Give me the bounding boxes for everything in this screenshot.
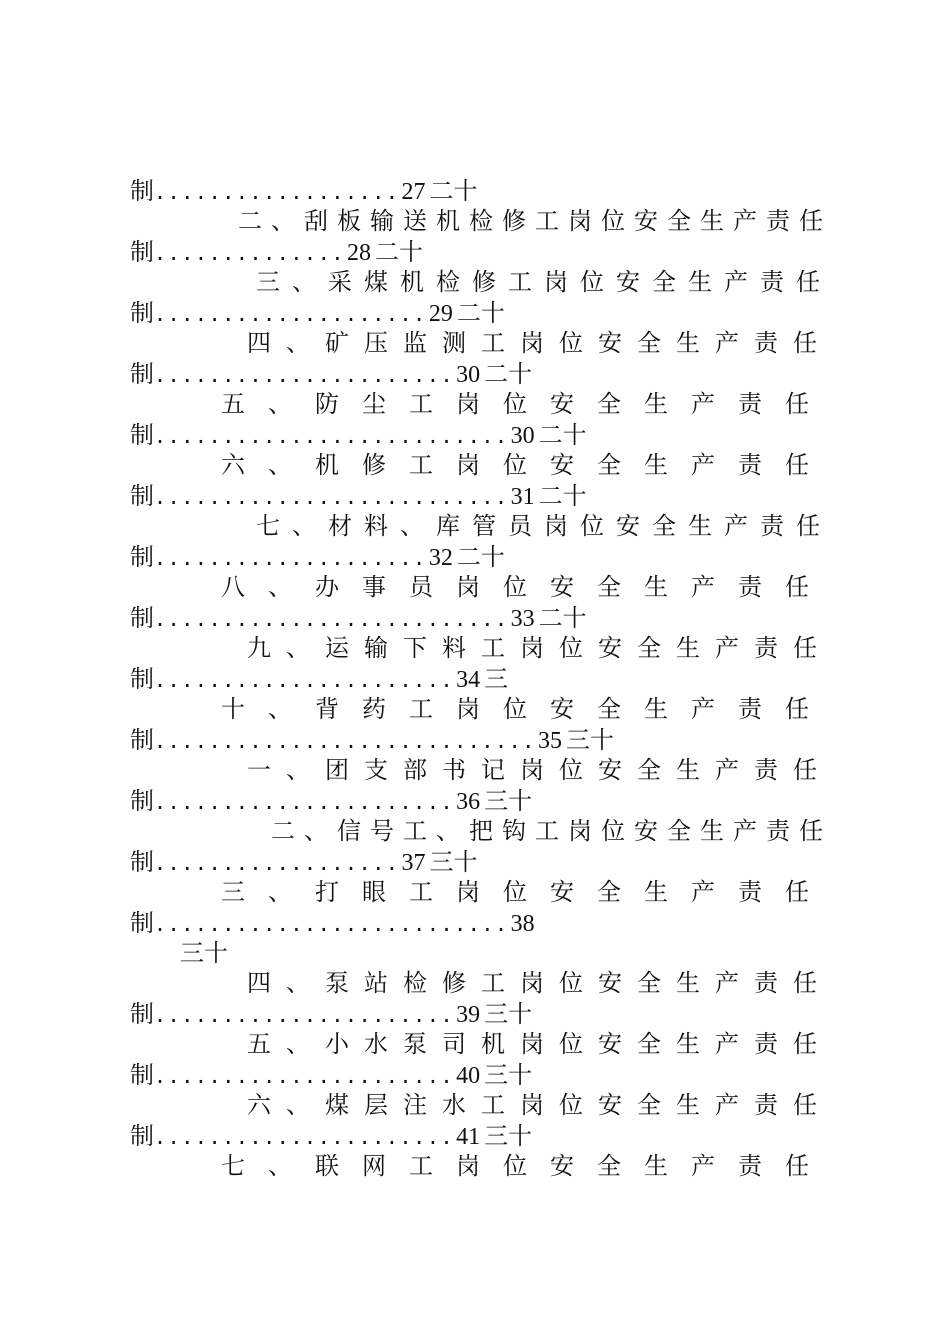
toc-next-prefix: 三十 [429,848,478,876]
toc-page-number: 32 [428,545,453,571]
toc-next-prefix: 三十 [484,1122,533,1150]
toc-lead-line [130,237,423,267]
toc-title-line: 九、运输下料工岗位安全生产责任 [247,634,832,662]
toc-page-number: 35 [537,728,562,754]
toc-lead-line [130,725,614,755]
toc-page-number: 41 [456,1124,481,1150]
toc-leader-dots: ...................... [154,1064,455,1088]
toc-lead-char: 制 [130,604,154,632]
toc-leader-dots: .................. [154,180,400,204]
toc-leader-dots: ............................ [154,729,536,753]
toc-page-number: 37 [401,850,426,876]
toc-lead-line [130,359,532,389]
toc-lead-char: 制 [130,848,154,876]
toc-title-line: 一、团支部书记岗位安全生产责任 [247,756,832,784]
toc-lead-line [130,481,587,511]
toc-page-number: 30 [456,362,481,388]
toc-lead-char: 制 [130,543,154,571]
toc-next-prefix: 三十 [484,1061,533,1089]
toc-title-line: 三、采煤机检修工岗位安全生产责任 [256,268,832,296]
toc-lead-line [130,999,532,1029]
toc-page-number: 28 [346,240,371,266]
toc-lead-line [130,664,508,694]
toc-leader-dots: .......................... [154,912,509,936]
toc-lead-line [130,176,478,206]
toc-lead-char: 制 [130,421,154,449]
toc-leader-dots: ...................... [154,668,455,692]
toc-leader-dots: ...................... [154,790,455,814]
toc-title-line: 四、矿压监测工岗位安全生产责任 [247,329,832,357]
toc-next-prefix: 二十 [429,177,478,205]
toc-page-number: 38 [510,911,535,937]
toc-page-number: 31 [510,484,535,510]
toc-lead-line [130,542,505,572]
toc-next-prefix: 三 [484,665,509,693]
toc-lead-char: 制 [130,360,154,388]
toc-leader-dots: ...................... [154,1003,455,1027]
toc-title-line: 十、背药工岗位安全生产责任 [221,695,832,723]
toc-leader-dots: .......................... [154,485,509,509]
toc-lead-char: 制 [130,665,154,693]
toc-page-number: 33 [510,606,535,632]
toc-page-number: 36 [456,789,481,815]
toc-lead-char: 制 [130,909,154,937]
toc-page-number: 27 [401,179,426,205]
toc-leader-dots: .................. [154,851,400,875]
toc-next-prefix: 二十 [484,360,533,388]
toc-lead-char: 制 [130,1000,154,1028]
toc-lead-char: 制 [130,787,154,815]
toc-title-line: 四、泵站检修工岗位安全生产责任 [247,969,832,997]
toc-lead-line [130,603,587,633]
toc-page-number: 34 [456,667,481,693]
toc-leader-dots: .......................... [154,424,509,448]
toc-title-line: 三、打眼工岗位安全生产责任 [221,878,832,906]
toc-leader-dots: .......................... [154,607,509,631]
toc-lead-line [130,1121,532,1151]
toc-next-prefix: 三十 [565,726,614,754]
toc-title-line: 二、刮板输送机检修工岗位安全生产责任 [238,207,832,235]
toc-lead-char: 制 [130,726,154,754]
toc-next-prefix: 二十 [538,604,587,632]
toc-page-number: 29 [428,301,453,327]
toc-title-line: 七、联网工岗位安全生产责任 [221,1152,832,1180]
toc-title-line: 五、小水泵司机岗位安全生产责任 [247,1030,832,1058]
toc-lead-line [130,420,587,450]
toc-next-prefix: 二十 [374,238,423,266]
toc-next-prefix: 三十 [484,1000,533,1028]
toc-page-number: 40 [456,1063,481,1089]
toc-lead-char: 制 [130,177,154,205]
toc-lead-char: 制 [130,299,154,327]
toc-lead-line [130,298,505,328]
toc-title-line: 六、机修工岗位安全生产责任 [221,451,832,479]
toc-lead-char: 制 [130,1122,154,1150]
toc-title-line: 五、防尘工岗位安全生产责任 [221,390,832,418]
toc-next-prefix: 二十 [456,299,505,327]
toc-next-prefix: 二十 [538,482,587,510]
toc-lead-line [130,908,535,938]
toc-leader-dots: .............. [154,241,345,265]
toc-continuation-line: 三十 [180,939,228,967]
toc-title-line: 六、煤层注水工岗位安全生产责任 [247,1091,832,1119]
toc-lead-line [130,847,478,877]
toc-lead-line [130,1060,532,1090]
toc-lead-char: 制 [130,1061,154,1089]
toc-leader-dots: ...................... [154,1125,455,1149]
toc-lead-char: 制 [130,482,154,510]
toc-leader-dots: ...................... [154,363,455,387]
toc-page-number: 30 [510,423,535,449]
toc-leader-dots: .................... [154,546,427,570]
toc-title-line: 二、信号工、把钩工岗位安全生产责任 [271,817,832,845]
toc-next-prefix: 三十 [484,787,533,815]
toc-title-line: 八、办事员岗位安全生产责任 [221,573,832,601]
toc-lead-line [130,786,532,816]
toc-page-number: 39 [456,1002,481,1028]
toc-title-line: 七、材料、库管员岗位安全生产责任 [256,512,832,540]
toc-leader-dots: .................... [154,302,427,326]
toc-next-prefix: 二十 [456,543,505,571]
toc-next-prefix: 二十 [538,421,587,449]
toc-lead-char: 制 [130,238,154,266]
